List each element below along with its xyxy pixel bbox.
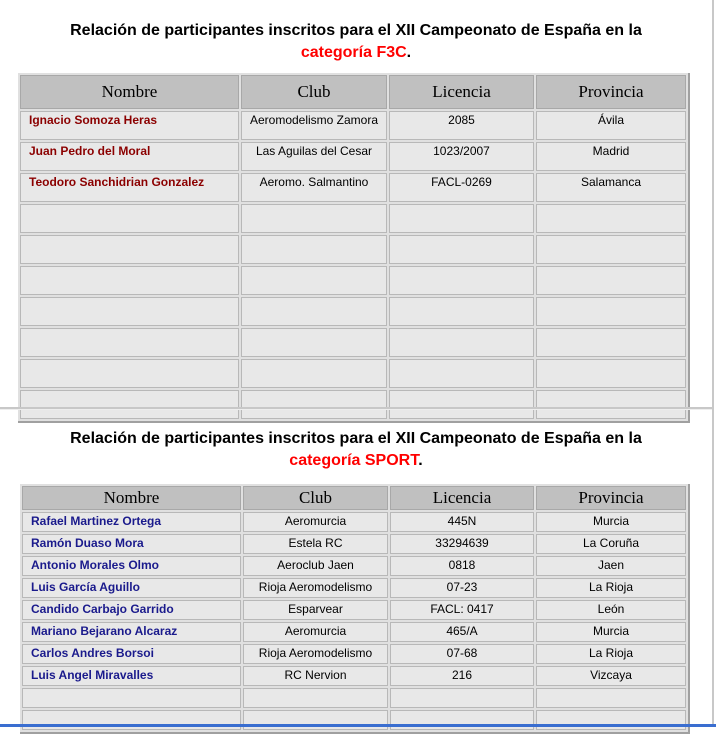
province-cell: León bbox=[536, 600, 686, 620]
club-cell: Aeromodelismo Zamora bbox=[241, 111, 387, 140]
name-cell: Mariano Bejarano Alcaraz bbox=[22, 622, 241, 642]
name-cell bbox=[20, 359, 239, 388]
name-cell: Ignacio Somoza Heras bbox=[20, 111, 239, 140]
club-cell bbox=[241, 328, 387, 357]
title-period: . bbox=[406, 44, 412, 61]
license-cell: 445N bbox=[390, 512, 534, 532]
club-cell bbox=[241, 390, 387, 419]
table-row bbox=[20, 235, 686, 264]
name-cell bbox=[22, 710, 241, 730]
table-row bbox=[22, 666, 686, 686]
club-cell bbox=[243, 710, 388, 730]
license-cell bbox=[389, 297, 534, 326]
club-cell: Aeromo. Salmantino bbox=[241, 173, 387, 202]
column-header: Club bbox=[243, 486, 388, 510]
table-row bbox=[20, 328, 686, 357]
license-cell bbox=[389, 328, 534, 357]
column-header: Licencia bbox=[390, 486, 534, 510]
table-row bbox=[22, 644, 686, 664]
license-cell: 0818 bbox=[390, 556, 534, 576]
province-cell bbox=[536, 710, 686, 730]
category-link: categoría SPORT bbox=[289, 452, 419, 469]
license-cell bbox=[389, 359, 534, 388]
f3c-table bbox=[18, 73, 690, 423]
license-cell: 465/A bbox=[390, 622, 534, 642]
table-row bbox=[22, 578, 686, 598]
table-row bbox=[22, 688, 686, 708]
license-cell: 216 bbox=[390, 666, 534, 686]
name-cell: Luis Angel Miravalles bbox=[22, 666, 241, 686]
license-cell: 33294639 bbox=[390, 534, 534, 554]
club-cell bbox=[241, 204, 387, 233]
province-cell: Ávila bbox=[536, 111, 686, 140]
license-cell: 07-68 bbox=[390, 644, 534, 664]
club-cell bbox=[243, 688, 388, 708]
license-cell bbox=[389, 390, 534, 419]
license-cell bbox=[389, 235, 534, 264]
column-header: Nombre bbox=[20, 75, 239, 109]
club-cell: Aeroclub Jaen bbox=[243, 556, 388, 576]
table-row bbox=[20, 359, 686, 388]
title-text: Relación de participantes inscritos para el XII Campeonato de España en la bbox=[70, 22, 642, 39]
province-cell bbox=[536, 359, 686, 388]
province-cell: Madrid bbox=[536, 142, 686, 171]
province-cell bbox=[536, 297, 686, 326]
club-cell bbox=[241, 359, 387, 388]
table-row bbox=[22, 534, 686, 554]
sport-table bbox=[20, 484, 690, 734]
province-cell: Vizcaya bbox=[536, 666, 686, 686]
name-cell: Carlos Andres Borsoi bbox=[22, 644, 241, 664]
page-edge bbox=[712, 0, 714, 727]
club-cell: Las Aguilas del Cesar bbox=[241, 142, 387, 171]
province-cell bbox=[536, 235, 686, 264]
club-cell: Rioja Aeromodelismo bbox=[243, 644, 388, 664]
table-row bbox=[20, 173, 686, 202]
name-cell bbox=[20, 235, 239, 264]
table-row bbox=[22, 710, 686, 730]
province-cell: Salamanca bbox=[536, 173, 686, 202]
table-row bbox=[20, 266, 686, 295]
name-cell bbox=[20, 297, 239, 326]
club-cell: Esparvear bbox=[243, 600, 388, 620]
sport-title bbox=[0, 428, 712, 472]
license-cell bbox=[389, 266, 534, 295]
column-header: Provincia bbox=[536, 486, 686, 510]
name-cell bbox=[20, 204, 239, 233]
license-cell: 1023/2007 bbox=[389, 142, 534, 171]
province-cell bbox=[536, 266, 686, 295]
column-header: Club bbox=[241, 75, 387, 109]
province-cell bbox=[536, 328, 686, 357]
license-cell: 2085 bbox=[389, 111, 534, 140]
province-cell: Jaen bbox=[536, 556, 686, 576]
license-cell: 07-23 bbox=[390, 578, 534, 598]
club-cell: Rioja Aeromodelismo bbox=[243, 578, 388, 598]
province-cell bbox=[536, 688, 686, 708]
club-cell: Aeromurcia bbox=[243, 512, 388, 532]
title-period: . bbox=[418, 452, 423, 469]
table-row bbox=[22, 600, 686, 620]
license-cell bbox=[390, 710, 534, 730]
table-row bbox=[20, 111, 686, 140]
club-cell bbox=[241, 235, 387, 264]
column-header: Nombre bbox=[22, 486, 241, 510]
column-header: Licencia bbox=[389, 75, 534, 109]
name-cell bbox=[22, 688, 241, 708]
club-cell: RC Nervion bbox=[243, 666, 388, 686]
divider bbox=[0, 407, 712, 410]
table-row bbox=[22, 622, 686, 642]
name-cell: Antonio Morales Olmo bbox=[22, 556, 241, 576]
table-row bbox=[20, 204, 686, 233]
club-cell: Estela RC bbox=[243, 534, 388, 554]
province-cell bbox=[536, 390, 686, 419]
name-cell: Ramón Duaso Mora bbox=[22, 534, 241, 554]
club-cell bbox=[241, 266, 387, 295]
table-row bbox=[20, 297, 686, 326]
license-cell: FACL-0269 bbox=[389, 173, 534, 202]
table-row bbox=[22, 512, 686, 532]
f3c-title bbox=[0, 20, 712, 64]
name-cell: Teodoro Sanchidrian Gonzalez bbox=[20, 173, 239, 202]
column-header: Provincia bbox=[536, 75, 686, 109]
name-cell: Rafael Martinez Ortega bbox=[22, 512, 241, 532]
name-cell bbox=[20, 328, 239, 357]
license-cell bbox=[389, 204, 534, 233]
province-cell bbox=[536, 204, 686, 233]
table-row bbox=[20, 390, 686, 419]
category-link: categoría F3C bbox=[300, 44, 407, 61]
name-cell bbox=[20, 266, 239, 295]
license-cell: FACL: 0417 bbox=[390, 600, 534, 620]
table-row bbox=[20, 142, 686, 171]
license-cell bbox=[390, 688, 534, 708]
province-cell: Murcia bbox=[536, 512, 686, 532]
name-cell: Luis García Aguillo bbox=[22, 578, 241, 598]
club-cell: Aeromurcia bbox=[243, 622, 388, 642]
table-row bbox=[22, 556, 686, 576]
province-cell: La Coruña bbox=[536, 534, 686, 554]
province-cell: La Rioja bbox=[536, 578, 686, 598]
name-cell: Juan Pedro del Moral bbox=[20, 142, 239, 171]
club-cell bbox=[241, 297, 387, 326]
name-cell bbox=[20, 390, 239, 419]
province-cell: Murcia bbox=[536, 622, 686, 642]
title-text: Relación de participantes inscritos para el XII Campeonato de España en la bbox=[70, 430, 642, 447]
name-cell: Candido Carbajo Garrido bbox=[22, 600, 241, 620]
province-cell: La Rioja bbox=[536, 644, 686, 664]
